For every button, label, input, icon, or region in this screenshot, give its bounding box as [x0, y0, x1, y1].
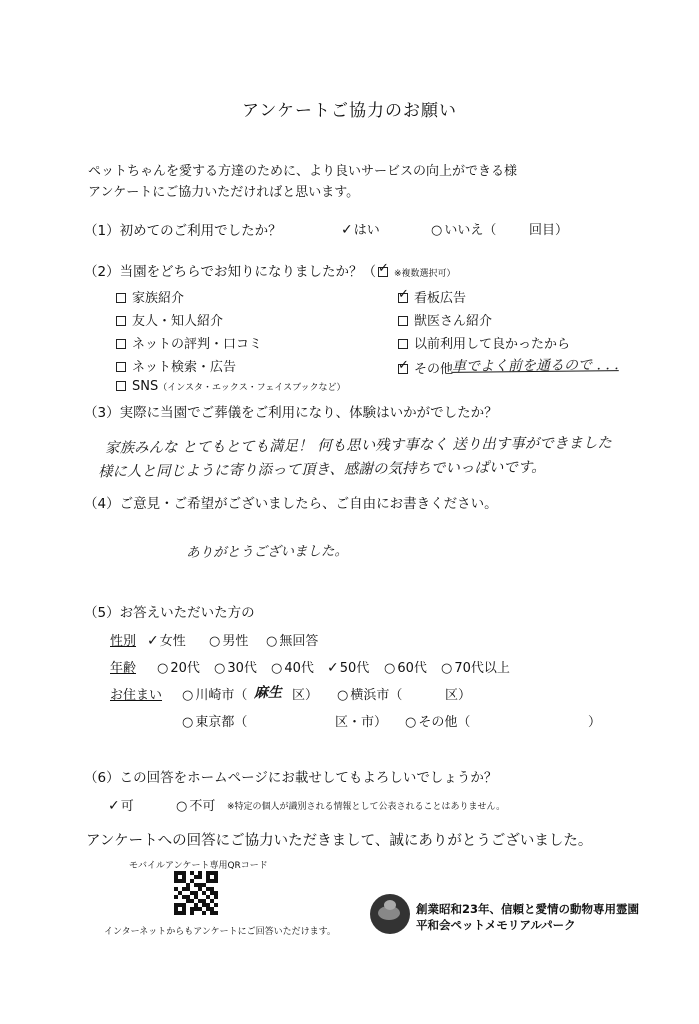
radio-circle-icon: ○ [266, 634, 278, 649]
q2-option-signboard[interactable]: ✓看板広告 [398, 287, 466, 306]
checkbox-icon [398, 339, 408, 349]
radio-circle-icon: ○ [209, 634, 221, 649]
tokyo-ward-suffix: 区・市） [335, 715, 388, 730]
checkmark-icon: ✓ [147, 633, 159, 649]
gender-option-female[interactable]: ✓女性 [147, 633, 186, 649]
radio-circle-icon: ○ [157, 661, 169, 676]
q2-label: （2）当園をどちらでお知りになりましたか？（✓ ※複数選択可） [84, 260, 456, 280]
q2-option-previous[interactable]: 以前利用して良かったから [398, 333, 570, 352]
checkmark-icon: ✓ [108, 798, 120, 814]
q3-answer-line-2[interactable]: 様に人と同じように寄り添って頂き、感謝の気持ちでいっぱいです。 [97, 459, 546, 481]
intro-line-2: アンケートにご協力いただければと思います。 [88, 185, 360, 200]
address-option-tokyo[interactable]: ○ 東京都（ [182, 715, 248, 730]
qr-caption: モバイルアンケート専用QRコード [129, 861, 268, 871]
age-option-60s[interactable]: ○ 60代 [384, 661, 427, 676]
radio-circle-icon: ○ [384, 661, 396, 676]
radio-circle-icon: ○ [182, 715, 194, 730]
radio-circle-icon: ○ [271, 661, 283, 676]
q1-option-yes[interactable]: ✓はい [341, 222, 380, 238]
radio-circle-icon: ○ [431, 223, 443, 238]
age-option-20s[interactable]: ○ 20代 [157, 661, 200, 676]
pet-memorial-logo-icon [370, 894, 410, 934]
checkbox-icon [398, 316, 408, 326]
address-option-yokohama[interactable]: ○ 横浜市（ [337, 688, 403, 703]
radio-circle-icon: ○ [182, 688, 194, 703]
page-title: アンケートご協力のお願い [242, 101, 457, 121]
checkbox-checked-icon [398, 293, 408, 303]
qr-code-icon[interactable] [174, 871, 218, 915]
age-option-40s[interactable]: ○ 40代 [271, 661, 314, 676]
q6-label: （6）この回答をホームページにお載せしてもよろしいでしょうか？ [84, 770, 498, 786]
checkbox-icon [116, 293, 126, 303]
q2-other-handwritten[interactable]: 車でよく前を通るので . . . [451, 357, 619, 375]
q3-answer-line-1[interactable]: 家族みんな とてもとても満足！ 何も思い残す事なく 送り出す事ができました [104, 435, 612, 457]
q4-answer[interactable]: ありがとうございました。 [185, 543, 349, 561]
q2-option-search[interactable]: ネット検索・広告 [116, 356, 236, 375]
q6-privacy-note: ※特定の個人が識別される情報として公表されることはありません。 [227, 802, 506, 812]
org-name: 平和会ペットメモリアルパーク [416, 918, 576, 932]
radio-circle-icon: ○ [176, 799, 188, 814]
age-option-70s-plus[interactable]: ○ 70代以上 [441, 661, 510, 676]
address-option-kawasaki[interactable]: ○ 川崎市（ [182, 688, 248, 703]
q5-label: （5）お答えいただいた方の [84, 605, 255, 621]
intro-line-1: ペットちゃんを愛する方達のために、より良いサービスの向上ができる様 [88, 164, 518, 179]
yokohama-ward-suffix: 区） [445, 688, 472, 703]
radio-circle-icon: ○ [441, 661, 453, 676]
org-tagline: 創業昭和23年、信頼と愛情の動物専用霊園 [416, 902, 640, 916]
qr-footer: インターネットからもアンケートにご回答いただけます。 [104, 927, 336, 937]
address-label: お住まい [110, 688, 163, 703]
q1-times-label: 回目） [529, 223, 569, 238]
q1-option-no[interactable]: ○ いいえ（ [431, 223, 497, 238]
gender-option-male[interactable]: ○ 男性 [209, 634, 249, 649]
q2-option-sns[interactable]: SNS（インスタ・エックス・フェイスブックなど） [116, 379, 346, 394]
radio-circle-icon: ○ [337, 688, 349, 703]
checkbox-icon [116, 381, 126, 391]
q2-option-vet[interactable]: 獣医さん紹介 [398, 310, 492, 329]
closing-message: アンケートへの回答にご協力いただきまして、誠にありがとうございました。 [86, 833, 593, 849]
checkbox-icon [116, 339, 126, 349]
gender-option-none[interactable]: ○ 無回答 [266, 634, 319, 649]
checkmark-icon: ✓ [341, 222, 353, 238]
checkbox-icon [116, 316, 126, 326]
gender-label: 性別 [110, 634, 137, 649]
kawasaki-ward-suffix: 区） [292, 688, 319, 703]
q1-label: （1）初めてのご利用でしたか？ [84, 223, 282, 239]
q2-option-other[interactable]: ✓その他 [398, 358, 453, 377]
age-label: 年齢 [110, 661, 137, 676]
checkbox-example-icon [378, 267, 388, 277]
q2-option-friend[interactable]: 友人・知人紹介 [116, 310, 223, 329]
address-option-other[interactable]: ○ その他（ [405, 715, 471, 730]
age-option-30s[interactable]: ○ 30代 [214, 661, 257, 676]
radio-circle-icon: ○ [405, 715, 417, 730]
q2-option-reviews[interactable]: ネットの評判・口コミ [116, 333, 262, 352]
checkbox-checked-icon [398, 364, 408, 374]
radio-circle-icon: ○ [214, 661, 226, 676]
kawasaki-ward-handwritten[interactable]: 麻生 [253, 684, 283, 702]
q6-option-no[interactable]: ○ 不可 [176, 799, 216, 814]
other-suffix: ） [588, 715, 602, 730]
q6-option-yes[interactable]: ✓可 [108, 798, 134, 814]
q4-label: （4）ご意見・ご希望がございましたら、ご自由にお書きください。 [84, 496, 498, 512]
q3-label: （3）実際に当園でご葬儀をご利用になり、体験はいかがでしたか？ [84, 405, 498, 421]
checkbox-icon [116, 362, 126, 372]
q2-option-family[interactable]: 家族紹介 [116, 287, 184, 306]
age-option-50s[interactable]: ✓50代 [327, 660, 370, 676]
checkmark-icon: ✓ [327, 660, 339, 676]
